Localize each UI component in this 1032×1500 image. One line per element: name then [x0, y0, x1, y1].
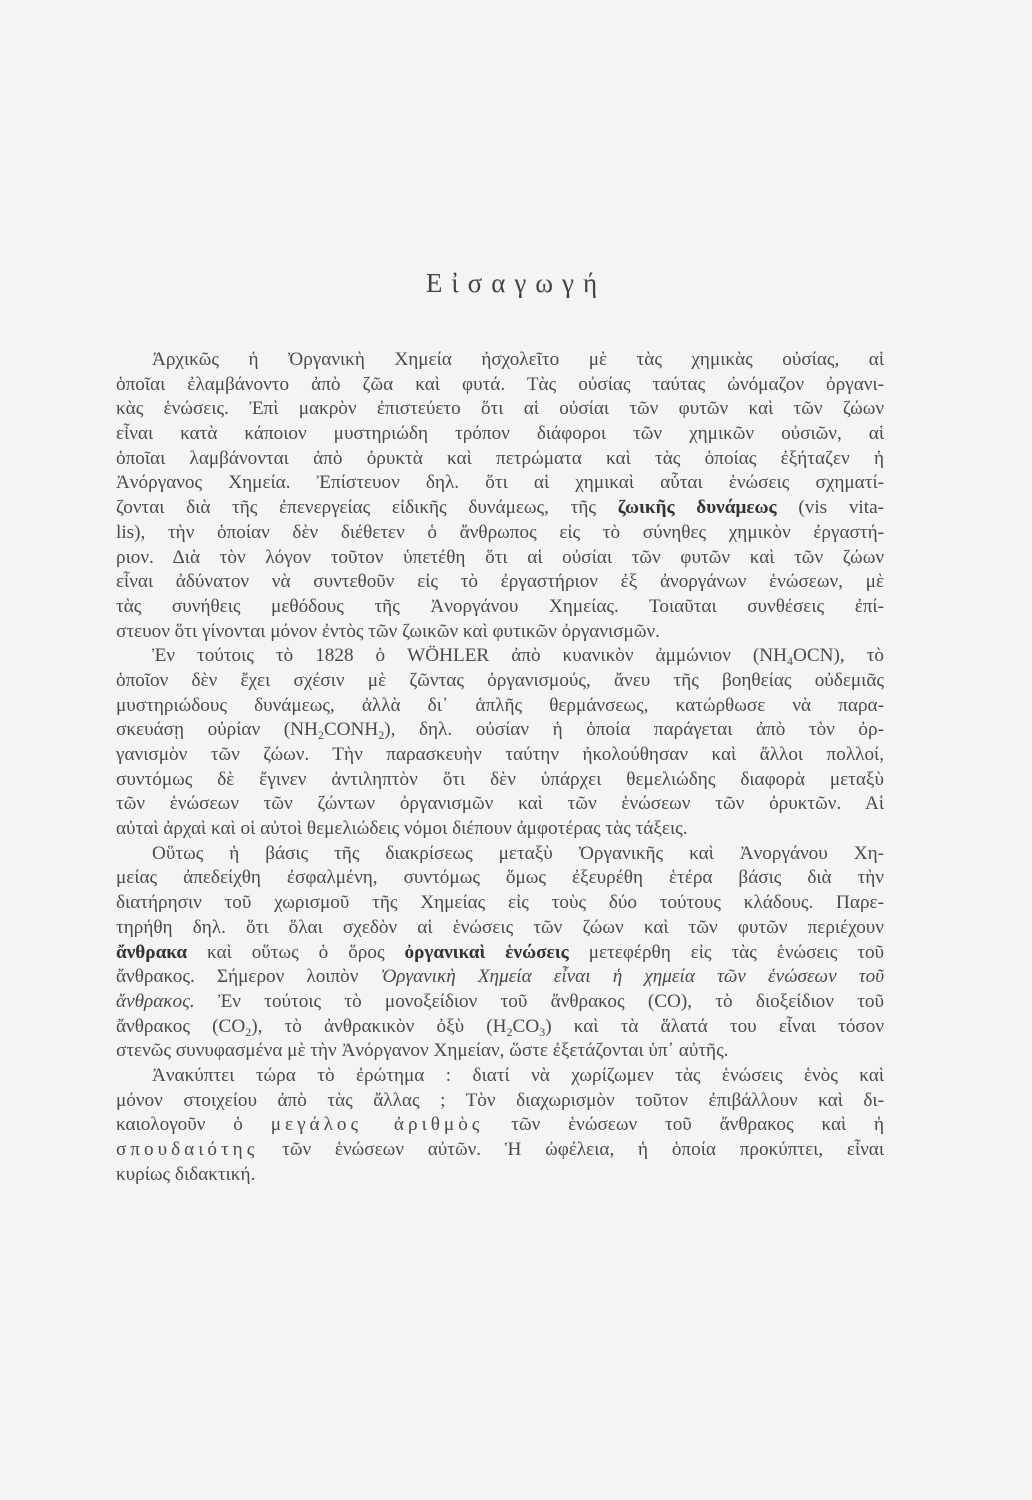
- italic-definition: ἄνθρακος.: [116, 990, 195, 1012]
- text-line: [116, 496, 884, 521]
- subscript: 2: [317, 728, 324, 743]
- text-segment: ), τὸ ἀνθρακικὸν ὀξὺ (H: [251, 1015, 507, 1037]
- paragraph-4: [116, 1064, 884, 1187]
- text-line: μείας ἀπεδείχθη ἐσφαλμένη, συντόμως ὅμως ἐξευρέθη ἑτέρα βάσις διὰ τὴν: [116, 867, 884, 889]
- text-line: κὰς ἑνώσεις. Ἐπὶ μακρὸν ἐπιστεύετο ὅτι αἱ οὐσίαι τῶν φυτῶν καὶ τῶν ζώων: [116, 398, 884, 420]
- text-line: [116, 1138, 884, 1163]
- text-line: [116, 1113, 884, 1138]
- text-line: ὁποῖαι λαμβάνονται ἀπὸ ὀρυκτὰ καὶ πετρώματα καὶ τὰς ὁποίας ἐξήταζεν ἡ: [116, 447, 884, 469]
- text-line: εἶναι κατὰ κάποιον μυστηριώδη τρόπον διάφοροι τῶν χημικῶν οὐσιῶν, αἱ: [116, 423, 884, 445]
- subscript: 2: [245, 1024, 252, 1039]
- text-segment: καιολογοῦν ὁ: [116, 1114, 243, 1136]
- text-line: τῶν ἑνώσεων τῶν ζώντων ὀργανισμῶν καὶ τῶν ἑνώσεων τῶν ὀρυκτῶν. Αἱ: [116, 793, 884, 815]
- text-segment: τῶν ἑνώσεων τοῦ ἄνθρακος καὶ ἡ: [511, 1114, 885, 1136]
- text-segment: CONH: [323, 719, 379, 741]
- subscript: 2: [378, 728, 385, 743]
- text-line: ριον. Διὰ τὸν λόγον τοῦτον ὑπετέθη ὅτι αἱ οὐσίαι τῶν φυτῶν καὶ τῶν ζώων: [116, 546, 884, 568]
- text-line: τηρήθη δηλ. ὅτι ὅλαι σχεδὸν αἱ ἑνώσεις τῶν ζώων καὶ τῶν φυτῶν περιέχουν: [116, 916, 884, 938]
- text-line: Ἀνόργανος Χημεία. Ἐπίστευον δηλ. ὅτι αἱ χημικαὶ αὗται ἑνώσεις σχηματί-: [116, 472, 884, 494]
- text-segment: ) καὶ τὰ ἅλατά του εἶναι τόσον: [545, 1015, 885, 1037]
- text-line: Οὕτως ἡ βάσις τῆς διακρίσεως μεταξὺ Ὀργανικῆς καὶ Ἀνοργάνου Χη-: [152, 842, 884, 864]
- text-line: ὁποῖαι ἐλαμβάνοντο ἀπὸ ζῶα καὶ φυτά. Τὰς οὐσίας ταύτας ὠνόμαζον ὀργανι-: [116, 373, 884, 395]
- bold-term: ἄνθρακα: [116, 941, 188, 963]
- text-line: [116, 990, 884, 1015]
- paragraph-1: [116, 348, 884, 644]
- text-line: lis), τὴν ὁποίαν δὲν διέθετεν ὁ ἄνθρωπος εἰς τὸ σύνηθες χημικὸν ἐργαστή-: [116, 521, 884, 543]
- text-line: Ἀνακύπτει τώρα τὸ ἐρώτημα : διατί νὰ χωρίζωμεν τὰς ἑνώσεις ἑνὸς καὶ: [152, 1064, 884, 1086]
- text-line: [116, 1015, 884, 1040]
- text-line: [116, 644, 884, 669]
- text-line: διατήρησιν τοῦ χωρισμοῦ τῆς Χημείας εἰς τοὺς δύο τούτους κλάδους. Παρε-: [116, 892, 884, 914]
- text-segment: ζονται διὰ τῆς ἐπενεργείας εἰδικῆς δυνάμεως, τῆς: [116, 497, 596, 519]
- paragraph-3: [116, 842, 884, 1064]
- body-text: [116, 348, 884, 1187]
- text-segment: τῶν ἑνώσεων αὐτῶν. Ἡ ὠφέλεια, ἡ ὁποία προκύπτει, εἶναι: [282, 1139, 885, 1160]
- bold-term: ὀργανικαὶ ἑνώσεις: [404, 941, 569, 963]
- text-line: στευον ὅτι γίνονται μόνον ἐντὸς τῶν ζωικῶν καὶ φυτικῶν ὀργανισμῶν.: [116, 620, 660, 642]
- text-segment: ἄνθρακος. Σήμερον λοιπὸν: [116, 966, 359, 988]
- paragraph-2: [116, 644, 884, 842]
- text-segment: Ἐν τούτοις τὸ μονοξείδιον τοῦ ἄνθρακος (CO), τὸ διοξείδιον τοῦ: [217, 990, 885, 1012]
- text-line: Ἀρχικῶς ἡ Ὀργανικὴ Χημεία ἠσχολεῖτο μὲ τὰς χημικὰς οὐσίας, αἱ: [152, 349, 884, 370]
- text-line: μυστηριώδους δυνάμεως, ἀλλὰ δι᾽ ἁπλῆς θερμάνσεως, κατώρθωσε νὰ παρα-: [116, 694, 884, 716]
- text-line: μόνον στοιχείου ἀπὸ τὰς ἄλλας ; Τὸν διαχωρισμὸν τοῦτον ἐπιβάλλουν καὶ δι-: [116, 1089, 884, 1111]
- text-line: στενῶς συνυφασμένα μὲ τὴν Ἀνόργανον Χημείαν, ὥστε ἐξετάζονται ὑπ᾽ αὐτῆς.: [116, 1040, 729, 1062]
- text-line: αὐταὶ ἀρχαὶ καὶ οἱ αὐτοὶ θεμελιώδεις νόμοι διέπουν ἀμφοτέρας τὰς τάξεις.: [116, 818, 688, 840]
- subscript: 2: [506, 1024, 513, 1039]
- text-line: κυρίως διδακτική.: [116, 1163, 256, 1185]
- text-segment: CO: [512, 1015, 540, 1037]
- text-segment: Ἐν τούτοις τὸ 1828 ὁ WÖHLER ἀπὸ κυανικὸν ἀμμώνιον (NH: [152, 645, 787, 667]
- subscript: 3: [539, 1024, 546, 1039]
- text-segment: (vis vita-: [798, 497, 884, 519]
- italic-definition: Ὀργανικὴ Χημεία εἶναι ἡ χημεία τῶν ἑνώσεων τοῦ: [380, 966, 884, 988]
- text-line: τὰς συνήθεις μεθόδους τῆς Ἀνοργάνου Χημείας. Τοιαῦται συνθέσεις ἐπί-: [116, 595, 884, 617]
- bold-term: ζωικῆς δυνάμεως: [617, 497, 777, 519]
- text-line: εἶναι ἀδύνατον νὰ συντεθοῦν εἰς τὸ ἐργαστήριον ἐξ ἀνοργάνων ἑνώσεων, μὲ: [116, 571, 884, 593]
- text-segment: ἄνθρακος (CO: [116, 1015, 246, 1037]
- text-line: ὁποῖον δὲν ἔχει σχέσιν μὲ ζῶντας ὀργανισμούς, ἄνευ τῆς βοηθείας οὐδεμιᾶς: [116, 669, 884, 691]
- text-line: [116, 965, 884, 990]
- text-line: συντόμως δὲ ἔγινεν ἀντιληπτὸν ὅτι δὲν ὑπάρχει θεμελιώδης διαφορὰ μεταξὺ: [116, 768, 884, 790]
- text-segment: καὶ οὕτως ὁ ὅρος: [207, 941, 385, 963]
- page-title: Εἰσαγωγή: [425, 268, 607, 298]
- spaced-emphasis: σπουδαιότης: [116, 1139, 259, 1160]
- spaced-emphasis: μεγάλος ἀριθμὸς: [270, 1114, 484, 1136]
- text-line: γανισμὸν τῶν ζώων. Τὴν παρασκευὴν ταύτην ἠκολούθησαν καὶ ἄλλοι πολλοί,: [116, 744, 884, 765]
- text-segment: σκευάσῃ οὐρίαν (NH: [116, 719, 318, 741]
- text-segment: OCN), τὸ: [793, 645, 884, 667]
- text-line: [116, 718, 884, 743]
- text-segment: ), δηλ. οὐσίαν ἡ ὁποία παράγεται ἀπὸ τὸν ὀρ-: [384, 719, 884, 741]
- text-line: [116, 941, 884, 966]
- subscript: 4: [787, 654, 793, 669]
- text-segment: μετεφέρθη εἰς τὰς ἑνώσεις τοῦ: [588, 941, 885, 963]
